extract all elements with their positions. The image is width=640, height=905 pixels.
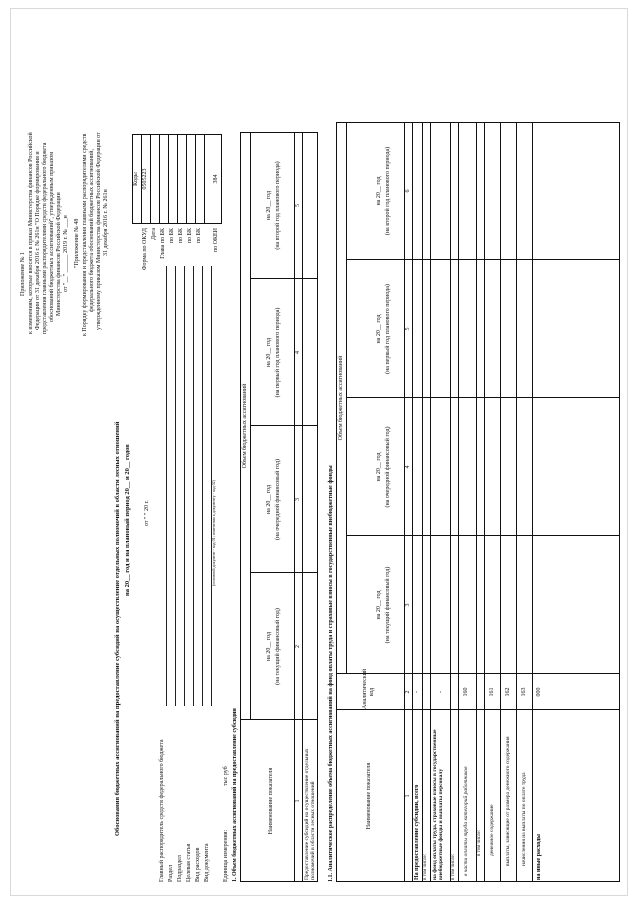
codes-label-bk: по БК xyxy=(196,228,202,244)
table2-row-label: выплаты, зависящие от размера денежного содержания xyxy=(505,736,511,866)
table2-row-label: на иные расходы xyxy=(536,834,542,880)
table2-row-code: 162 xyxy=(505,687,511,697)
codes-label-okud: Форма по ОКУД xyxy=(142,228,148,271)
appendix-line: к изменениям, которые вносятся в приказ Министерства финансов Российской xyxy=(28,132,34,334)
table2-group-header: Объем бюджетных ассигнований xyxy=(338,355,344,441)
codes-label-date: Дата xyxy=(151,228,157,240)
appendix-48-line: утвержденному приказом Министерства финансов Российской Федерации от xyxy=(96,132,102,330)
codes-label-bk: по БК xyxy=(169,228,175,244)
table2-row-label: На предоставление субсидии, всего xyxy=(414,784,420,880)
table2-row-label: на фонд оплаты труда, страховые взносы в государственные внебюджетные фонды и выплаты персоналу xyxy=(432,729,445,880)
table2-col-number: 6 xyxy=(405,189,411,193)
table1-name-header: Наименование показателя xyxy=(268,767,274,835)
codes-header: Коды xyxy=(133,172,139,186)
table2-row-code: 000 xyxy=(536,687,542,697)
table2-col-number: 1 xyxy=(405,794,411,798)
date-line: от " " 20 г. xyxy=(144,500,150,526)
appendix-48-line: к Порядку формирования и представления главными распорядителями средств xyxy=(82,133,88,336)
table1-year: на 20__ год xyxy=(266,190,272,221)
table2-col-number: 5 xyxy=(405,327,411,331)
table1-col-number: 2 xyxy=(295,645,301,648)
codes-label-bk: по БК xyxy=(187,228,193,244)
table2-row-code: 160 xyxy=(463,687,469,697)
field-label-doc-type: Вид документа xyxy=(204,843,210,882)
appendix-line: представления главными распорядителями средств федерального бюджета xyxy=(42,142,48,334)
table2-year: на 20__ год xyxy=(376,590,382,620)
document-title: Обоснования бюджетных ассигнований на предоставление субсидий на осуществление отдельных полномочий в области лесных отношений xyxy=(114,421,121,836)
table1-year-note: (на очередной финансовый год) xyxy=(275,458,281,541)
field-label-distributor: Главный распорядитель средств федерального бюджета xyxy=(159,739,165,882)
appendix-line: от "__" ______ 2019 г. № ___н xyxy=(63,215,69,292)
table1-col-number: 3 xyxy=(295,498,301,501)
table1-year-note: (на первый год планового периода) xyxy=(275,307,281,398)
codes-value-okud: 0505223 xyxy=(142,168,148,190)
unit-label: Единица измерения: xyxy=(223,829,229,882)
table2-row-code: - xyxy=(414,691,420,693)
table2-row-code: 163 xyxy=(521,687,527,697)
table1-year: на 20__ год xyxy=(266,631,272,662)
table2-year-note: (на текущий финансовый год) xyxy=(385,566,391,644)
table2-row-code: 161 xyxy=(489,687,495,697)
section1-title: 1. Объем бюджетных ассигнований на предоставление субсидии xyxy=(232,708,238,882)
field-label-subsection: Подраздел xyxy=(177,855,183,882)
codes-label-okei: по ОКЕИ xyxy=(213,228,219,253)
appendix-line: обоснований бюджетных ассигнований", утвержденным приказом xyxy=(49,152,55,322)
table2-year: на 20__ год xyxy=(376,314,382,344)
table1-year-note: (на текущий финансовый год) xyxy=(275,608,281,685)
table1-row-label: Предоставление субсидий на осуществление отдельных полномочий в области лесных отношений xyxy=(304,748,317,880)
table2-code-header: Аналитический код xyxy=(362,668,375,709)
table2-row-label: в том числе: xyxy=(451,853,456,880)
table1-col-number: 5 xyxy=(295,204,301,207)
appendix-48-title: "Приложение № 48 xyxy=(74,218,80,268)
table2-year-note: (на второй год планового периода) xyxy=(385,146,391,236)
table2-col-number: 3 xyxy=(405,603,411,607)
table2-row-label: начисления на выплаты по оплате труда xyxy=(521,772,527,866)
table2-year-note: (на первый год планового периода) xyxy=(385,284,391,374)
table1-year: на 20__ год xyxy=(266,337,272,368)
document-page xyxy=(10,8,628,896)
table1-col-number: 4 xyxy=(295,351,301,354)
appendix-48-line: 31 декабря 2016 г. № 261н xyxy=(103,189,109,256)
appendix-48-line: федерального бюджета обоснований бюджетных ассигнований, xyxy=(89,149,95,312)
codes-value-okei: 384 xyxy=(213,174,219,184)
table2-col-number: 2 xyxy=(405,690,411,694)
table2-row-code: - xyxy=(438,691,444,693)
table2-year-note: (на очередной финансовый год) xyxy=(385,426,391,508)
table2-row-label: в том числе: xyxy=(477,829,482,856)
table2-year: на 20__ год xyxy=(376,176,382,206)
table1-col-number: 1 xyxy=(295,799,301,803)
field-label-expense-type: Вид расходов xyxy=(195,847,201,882)
table1-group-header: Объем бюджетных ассигнований xyxy=(242,383,248,469)
table2-row-label: в том числе: xyxy=(423,853,428,880)
doc-type-hint: (основной документ - код 01; изменения к документу - код 02) xyxy=(211,480,216,586)
appendix-line: Министерства финансов Российской Федерации xyxy=(56,192,62,316)
document-subtitle: на 20__ год и на плановый период 20__ и 20__ годов xyxy=(124,444,131,596)
table1-year-note: (на второй год планового периода) xyxy=(275,161,281,250)
field-label-section: Раздел xyxy=(168,865,174,882)
table2-year: на 20__ год xyxy=(376,452,382,482)
table2-name-header: Наименование показателя xyxy=(366,762,372,830)
table2-row-label: денежное содержание xyxy=(489,804,495,856)
appendix-title: Приложение № 1 xyxy=(20,252,26,296)
codes-label-bk: по БК xyxy=(178,228,184,244)
appendix-line: Федерации от 31 декабря 2016 г. № 261н "О Порядке формирования и xyxy=(35,151,41,330)
table2-row-label: в части оплаты труда категорий работников xyxy=(463,766,469,876)
section11-title: 1.1. Аналитическое распределение объема бюджетных ассигнований на фонд оплаты труда и страховые взносы в государственные внебюджетные фонды xyxy=(328,465,334,882)
field-label-target-article: Целевая статья xyxy=(186,843,192,882)
codes-label-glava: Глава по БК xyxy=(160,228,166,259)
table1-year: на 20__ год xyxy=(266,484,272,515)
table2-col-number: 4 xyxy=(405,465,411,469)
unit-value: тыс руб xyxy=(223,766,229,786)
